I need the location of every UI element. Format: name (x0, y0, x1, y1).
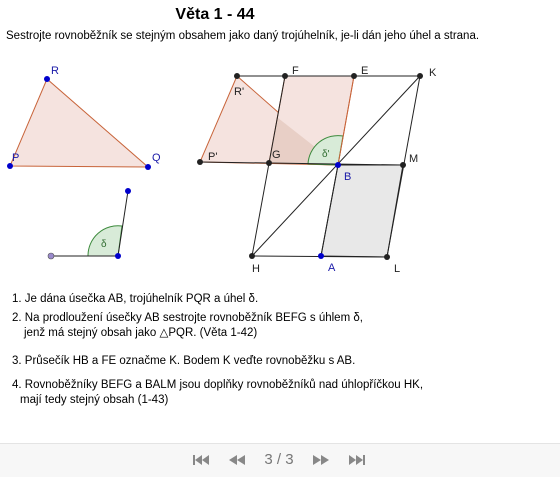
rewind-icon (228, 454, 246, 466)
point-a[interactable] (318, 253, 324, 259)
skip-last-icon (348, 454, 366, 466)
step-4: 4. Rovnoběžníky BEFG a BALM jsou doplňky rovnoběžníků nad úhlopříčkou HK, mají tedy stejný obsah (1-43) (12, 379, 424, 406)
skip-first-icon (192, 454, 210, 466)
label-delta2: δ' (322, 149, 330, 160)
point-h[interactable] (249, 253, 255, 259)
step-1: 1. Je dána úsečka AB, trojúhelník PQR a úhel δ. (12, 293, 259, 305)
label-r: R (51, 65, 59, 77)
problem-statement: Sestrojte rovnoběžník se stejným obsahem jako daný trojúhelník, je-li dán jeho úhel a strana. (6, 30, 480, 42)
point-r2[interactable] (234, 73, 240, 79)
label-p: P (12, 152, 20, 164)
label-b: B (344, 171, 352, 183)
angle-delta-arm-slanted (118, 191, 128, 256)
page-title: Věta 1 - 44 (175, 6, 255, 23)
step-2: 2. Na prodloužení úsečky AB sestrojte rovnoběžník BEFG s úhlem δ, jenž má stejný obsah jako △PQR. (Věta 1-42) (12, 312, 363, 339)
fast-forward-icon (312, 454, 330, 466)
label-g: G (272, 149, 281, 161)
point-p2[interactable] (197, 159, 203, 165)
point-e[interactable] (351, 73, 357, 79)
point-m[interactable] (400, 162, 406, 168)
label-q: Q (152, 152, 161, 164)
angle-point-left[interactable] (48, 253, 54, 259)
point-q[interactable] (145, 164, 151, 170)
label-k: K (429, 67, 437, 79)
angle-point-vertex[interactable] (115, 253, 121, 259)
label-l: L (394, 263, 401, 275)
triangle-pqr (10, 79, 148, 167)
angle-point-top[interactable] (125, 188, 131, 194)
label-e: E (361, 65, 369, 77)
last-page-button[interactable] (346, 450, 368, 470)
step-3: 3. Průsečík HB a FE označme K. Bodem K veďte rovnoběžku s AB. (12, 355, 356, 367)
next-page-button[interactable] (310, 450, 332, 470)
first-page-button[interactable] (190, 450, 212, 470)
point-k[interactable] (417, 73, 423, 79)
label-p2: P' (208, 151, 218, 163)
page-counter: 3 / 3 (264, 451, 294, 468)
label-h: H (252, 263, 260, 275)
label-r2: R' (234, 86, 245, 98)
pager-bar (0, 444, 560, 477)
point-r[interactable] (44, 76, 50, 82)
label-delta: δ (101, 239, 107, 250)
point-b[interactable] (335, 162, 341, 168)
label-a: A (328, 262, 336, 274)
parallelogram-balm (321, 165, 403, 257)
label-f: F (292, 65, 299, 77)
point-f[interactable] (282, 73, 288, 79)
point-l[interactable] (384, 254, 390, 260)
previous-page-button[interactable] (226, 450, 248, 470)
label-m: M (409, 153, 419, 165)
